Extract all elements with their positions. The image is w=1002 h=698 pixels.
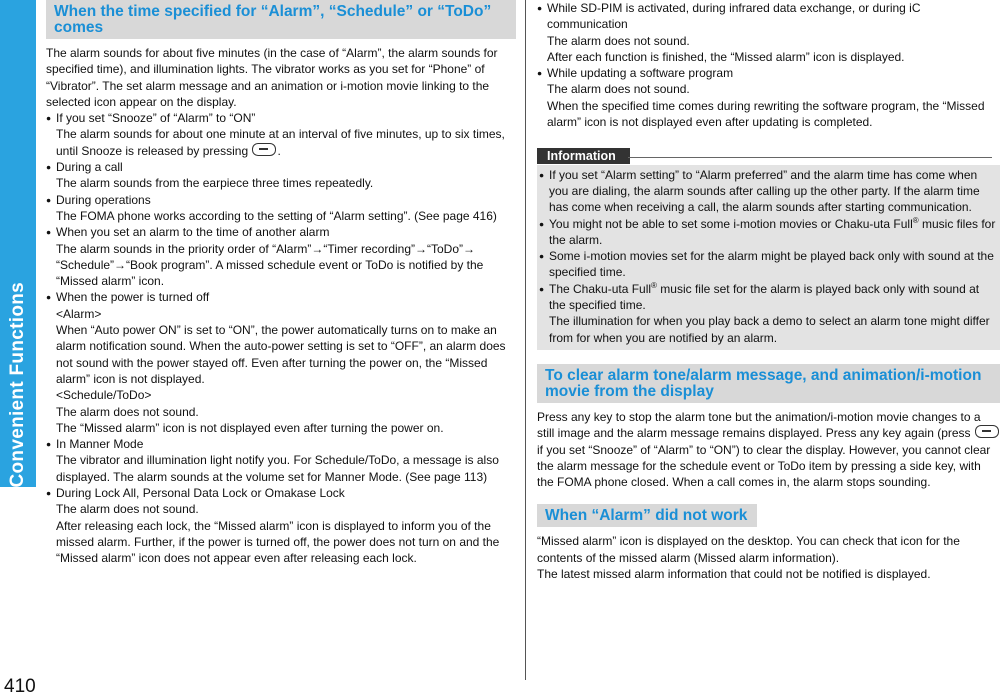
section-header-alarm-not-work: When “Alarm” did not work xyxy=(537,504,757,527)
intro-paragraph: The alarm sounds for about five minutes (in the case of “Alarm”, the alarm sounds for specified time), and illumination lights. The vibrator works as you set for “Phone” of “Vibrator”. The set alarm message and an animation or i-motion movie linking to the selected icon appear on the display. xyxy=(46,46,498,109)
missed-alarm-text-1: “Missed alarm” icon is displayed on the desktop. You can check that icon for the contents of the missed alarm (Missed alarm information). xyxy=(537,534,960,565)
info-item-chaku-uta-playback: ● The Chaku-uta Full® music file set for the alarm is played back only with sound at the specified time. xyxy=(537,281,1000,314)
missed-alarm-text-2: The latest missed alarm information that could not be notified is displayed. xyxy=(537,567,931,582)
power-off-alarm-text: When “Auto power ON” is set to “ON”, the power automatically turns on to make an alarm notification sound. When the auto-power setting is set to “OFF”, an alarm does not sound with the power stayed off. Even after turning the power on, the “Missed alarm” icon is not displayed. xyxy=(56,323,506,386)
bullet-another-alarm: ● When you set an alarm to the time of another alarm xyxy=(46,224,516,240)
page-number: 410 xyxy=(4,676,36,697)
bullet-power-off: ● When the power is turned off xyxy=(46,289,516,305)
bullet-snooze: ● If you set “Snooze” of “Alarm” to “ON” xyxy=(46,110,516,126)
bullet-software-update-text-2: When the specified time comes during rewriting the software program, the “Missed alarm” icon is not displayed even after updating is completed. xyxy=(547,98,985,130)
power-off-schedule-text-b: The “Missed alarm” icon is not displayed even after turning the power on. xyxy=(56,420,444,435)
bullet-during-operations-text: The FOMA phone works according to the setting of “Alarm setting”. (See page 416) xyxy=(56,208,497,223)
bullet-snooze-text: The alarm sounds for about one minute at an interval of five minutes, up to six times, until Snooze is released by pressing . xyxy=(56,127,505,158)
bullet-sd-pim-text-2: After each function is finished, the “Missed alarm” icon is displayed. xyxy=(547,49,905,64)
end-key-icon xyxy=(252,143,276,156)
right-column xyxy=(537,0,1000,582)
bullet-during-operations: ● During operations xyxy=(46,192,516,208)
bullet-lock: ● During Lock All, Personal Data Lock or Omakase Lock xyxy=(46,485,516,501)
information-label: Information xyxy=(537,148,630,164)
clear-alarm-text: Press any key to stop the alarm tone but the animation/i-motion movie changes to a still image and the alarm message remains displayed. Press any key again (press if you set “Snooze” of “Alarm” to “ON”) to clear the display. However, you cannot clear the alarm message for the schedule event or ToDo item by pressing a side key, with the FOMA phone closed. When a call comes in, the alarm stops sounding. xyxy=(537,409,1000,490)
left-column xyxy=(46,0,516,567)
chapter-sidebar xyxy=(0,0,36,487)
bullet-lock-text-2: After releasing each lock, the “Missed alarm” icon is displayed to inform you of the missed alarm. Further, if the power is turned off, the power does not turn on and the “Missed alarm” icon does not appear even after releasing each lock. xyxy=(56,518,500,566)
info-item-chaku-uta: ● You might not be able to set some i-motion movies or Chaku-uta Full® music files for the alarm. xyxy=(537,216,1000,249)
bullet-software-update-text-1: The alarm does not sound. xyxy=(547,82,690,97)
power-off-schedule-label: <Schedule/ToDo> xyxy=(56,388,152,403)
power-off-schedule-text-a: The alarm does not sound. xyxy=(56,404,199,419)
bullet-sd-pim: ● While SD-PIM is activated, during infrared data exchange, or during iC communication xyxy=(537,0,1000,33)
information-box xyxy=(537,148,1000,350)
bullet-during-call-text: The alarm sounds from the earpiece three times repeatedly. xyxy=(56,176,374,191)
bullet-during-call: ● During a call xyxy=(46,159,516,175)
section-header-clear-alarm: To clear alarm tone/alarm message, and animation/i-motion movie from the display xyxy=(537,364,1000,403)
bullet-software-update: ● While updating a software program xyxy=(537,65,1000,81)
info-item-i-motion: ● Some i-motion movies set for the alarm might be played back only with sound at the specified time. xyxy=(537,248,1000,281)
chapter-label: Convenient Functions xyxy=(7,281,28,487)
section-header-alarm-comes: When the time specified for “Alarm”, “Schedule” or “ToDo” comes xyxy=(46,0,516,39)
bullet-manner-mode-text: The vibrator and illumination light notify you. For Schedule/ToDo, a message is also displayed. The alarm sounds at the volume set for Manner Mode. (See page 113) xyxy=(56,453,499,484)
column-divider xyxy=(525,0,526,680)
end-key-icon xyxy=(975,425,999,438)
info-item-alarm-preferred: ● If you set “Alarm setting” to “Alarm preferred” and the alarm time has come when you are dialing, the alarm sounds after calling up the other party. If the alarm time has come when receiving a call, the alarm sounds after starting communication. xyxy=(537,167,1000,216)
bullet-sd-pim-text-1: The alarm does not sound. xyxy=(547,33,690,48)
bullet-another-alarm-text: The alarm sounds in the priority order of “Alarm”→“Timer recording”→“ToDo”→ “Schedule”→“Book program”. A missed schedule event or ToDo is notified by the “Missed alarm” icon. xyxy=(56,241,484,289)
info-item-illumination: The illumination for when you play back a demo to select an alarm tone might differ from for when you are notified by an alarm. xyxy=(549,314,990,345)
bullet-lock-text-1: The alarm does not sound. xyxy=(56,502,199,517)
power-off-alarm-label: <Alarm> xyxy=(56,306,102,321)
bullet-manner-mode: ● In Manner Mode xyxy=(46,436,516,452)
